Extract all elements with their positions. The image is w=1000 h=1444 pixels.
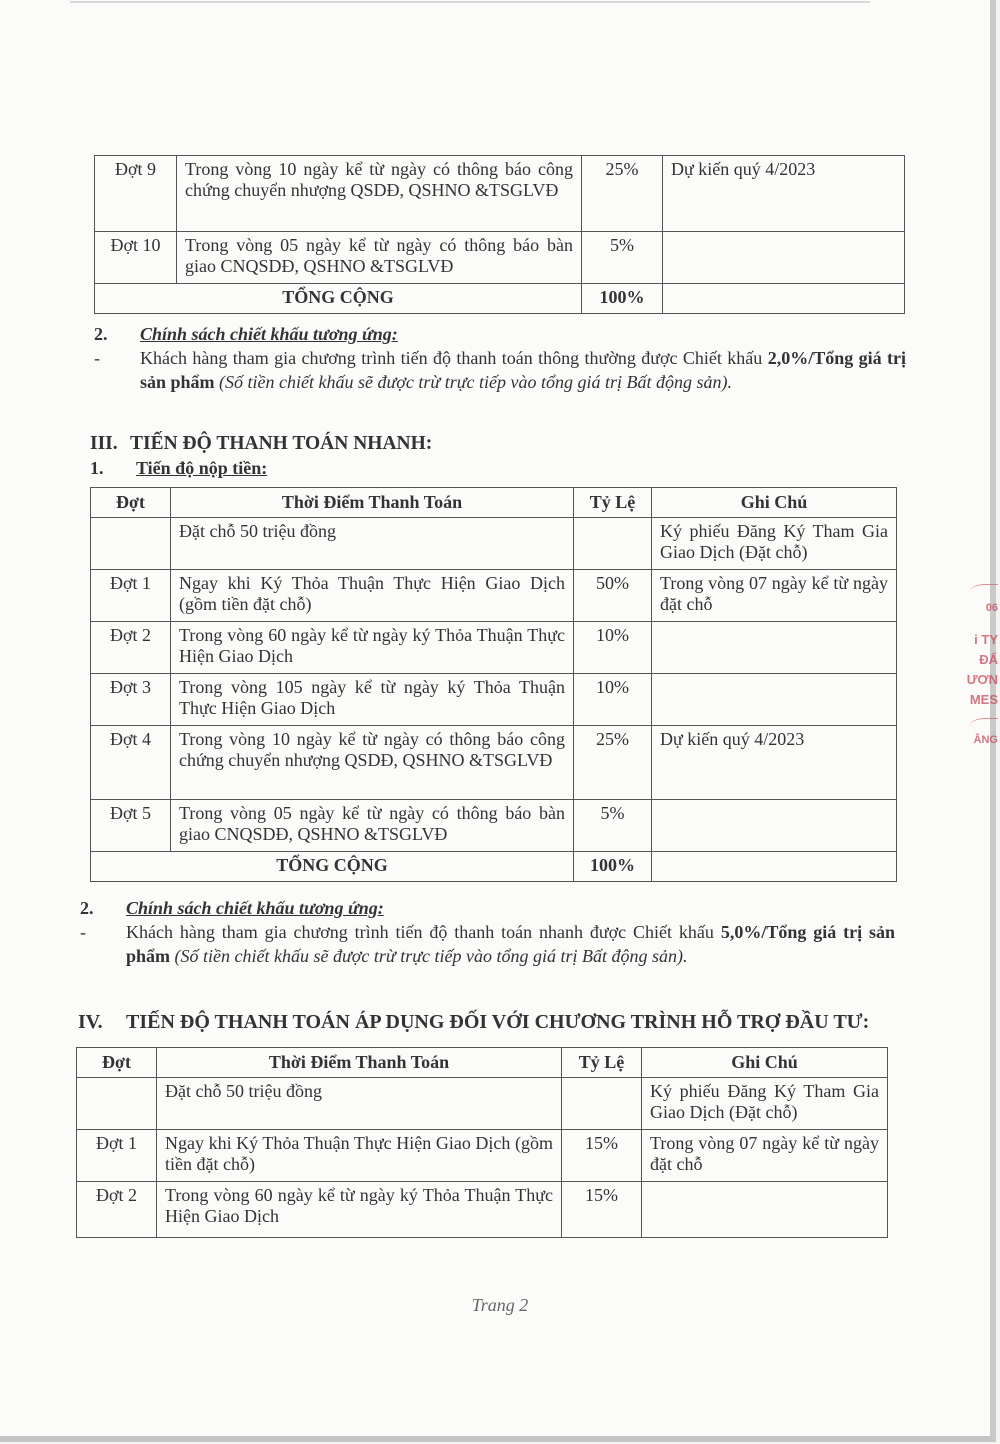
cell-rate: [562, 1078, 642, 1130]
header-note: Ghi Chú: [642, 1048, 888, 1078]
subheading-title: Chính sách chiết khấu tương ứng:: [140, 324, 398, 344]
header-dot: Đợt: [77, 1048, 157, 1078]
cell-dot: [77, 1078, 157, 1130]
page-number: Trang 2: [471, 1295, 529, 1315]
discount-paragraph: [80, 920, 895, 968]
cell-note: [663, 232, 905, 284]
cell-time: Trong vòng 60 ngày kể từ ngày ký Thỏa Thuận Thực Hiện Giao Dịch: [171, 622, 574, 674]
header-note: Ghi Chú: [652, 488, 897, 518]
cell-note: [652, 852, 897, 882]
cell-rate: 10%: [574, 622, 652, 674]
section-title-text: TIẾN ĐỘ THANH TOÁN ÁP DỤNG ĐỐI VỚI CHƯƠNG TRÌNH HỖ TRỢ ĐẦU TƯ:: [126, 1011, 870, 1033]
subheading: [90, 456, 910, 480]
stamp-arc: [970, 584, 998, 599]
cell-time: Trong vòng 105 ngày kể từ ngày ký Thỏa Thuận Thực Hiện Giao Dịch: [171, 674, 574, 726]
company-stamp-fragment: [958, 578, 998, 768]
subheading-number: 1.: [90, 458, 104, 478]
table-row: [95, 156, 905, 232]
cell-note: [663, 284, 905, 314]
table-row: [77, 1130, 888, 1182]
cell-rate: 25%: [582, 156, 663, 232]
header-rate: Tỷ Lệ: [562, 1048, 642, 1078]
subheading: [80, 896, 895, 920]
table-row: [91, 518, 897, 570]
cell-dot: Đợt 2: [91, 622, 171, 674]
header-rate: Tỷ Lệ: [574, 488, 652, 518]
cell-rate: 25%: [574, 726, 652, 800]
table-row: [91, 726, 897, 800]
section-number: IV.: [78, 1011, 103, 1033]
cell-time: Đặt chỗ 50 triệu đồng: [157, 1078, 562, 1130]
cell-rate: 5%: [582, 232, 663, 284]
stamp-text: i TY: [974, 632, 998, 647]
subheading-number: 2.: [94, 324, 108, 344]
cell-dot: [91, 518, 171, 570]
section-title: [90, 432, 910, 456]
section-iv-heading: [78, 1010, 908, 1034]
stamp-text: 06: [985, 602, 998, 614]
cell-dot: Đợt 3: [91, 674, 171, 726]
cell-time: Trong vòng 60 ngày kể từ ngày ký Thỏa Thuận Thực Hiện Giao Dịch: [157, 1182, 562, 1238]
cell-note: Trong vòng 07 ngày kể từ ngày đặt chỗ: [642, 1130, 888, 1182]
cell-dot: Đợt 1: [77, 1130, 157, 1182]
cell-time: Trong vòng 05 ngày kể từ ngày có thông báo bàn giao CNQSDĐ, QSHNO &TSGLVĐ: [177, 232, 582, 284]
fast-payment-table: [90, 487, 897, 882]
text: Khách hàng tham gia chương trình tiến độ thanh toán thông thường được Chiết khấu: [140, 348, 768, 368]
cell-time: Đặt chỗ 50 triệu đồng: [171, 518, 574, 570]
note-italic: (Số tiền chiết khấu sẽ được trừ trực tiếp vào tổng giá trị Bất động sản).: [170, 946, 688, 966]
subheading-number: 2.: [80, 898, 94, 918]
section-title: [78, 1010, 908, 1034]
total-label: TỔNG CỘNG: [95, 284, 582, 314]
note-italic: (Số tiền chiết khấu sẽ được trừ trực tiếp vào tổng giá trị Bất động sản).: [214, 372, 733, 392]
cell-dot: Đợt 4: [91, 726, 171, 800]
header-dot: Đợt: [91, 488, 171, 518]
table-header-row: [77, 1048, 888, 1078]
discount-rate: 5,0%/Tổng giá trị sản phẩm: [126, 922, 895, 966]
subheading-title: Tiến độ nộp tiền:: [136, 458, 268, 478]
table-row: [77, 1182, 888, 1238]
cell-rate: 5%: [574, 800, 652, 852]
table-row: [91, 570, 897, 622]
stamp-text: ƯƠN: [966, 672, 998, 687]
section-number: III.: [90, 433, 118, 454]
cell-dot: Đợt 1: [91, 570, 171, 622]
header-time: Thời Điểm Thanh Toán: [171, 488, 574, 518]
table-row: [91, 622, 897, 674]
stamp-text: MES: [969, 692, 998, 707]
subheading-title: Chính sách chiết khấu tương ứng:: [126, 898, 384, 918]
text: Khách hàng tham gia chương trình tiến độ thanh toán nhanh được Chiết khấu: [126, 922, 721, 942]
cell-time: Trong vòng 05 ngày kể từ ngày có thông báo bàn giao CNQSDĐ, QSHNO &TSGLVĐ: [171, 800, 574, 852]
bullet-dash: -: [94, 348, 100, 368]
cell-note: Ký phiếu Đăng Ký Tham Gia Giao Dịch (Đặt chỗ): [652, 518, 897, 570]
table-row: [91, 800, 897, 852]
cell-rate: [574, 518, 652, 570]
cell-dot: Đợt 2: [77, 1182, 157, 1238]
table-row: [91, 674, 897, 726]
cell-note: Dự kiến quý 4/2023: [663, 156, 905, 232]
table-row: [95, 232, 905, 284]
subheading: [94, 322, 906, 346]
table-total-row: [91, 852, 897, 882]
investment-support-table: [76, 1047, 888, 1238]
cell-time: Trong vòng 10 ngày kể từ ngày có thông báo công chứng chuyển nhượng QSDĐ, QSHNO &TSGLVĐ: [177, 156, 582, 232]
total-label: TỔNG CỘNG: [91, 852, 574, 882]
cell-time: Ngay khi Ký Thỏa Thuận Thực Hiện Giao Dịch (gồm tiền đặt chỗ): [171, 570, 574, 622]
cell-note: [652, 800, 897, 852]
page-edge-line: [70, 1, 870, 3]
cell-dot: Đợt 5: [91, 800, 171, 852]
cell-note: Dự kiến quý 4/2023: [652, 726, 897, 800]
discount-policy-fast: [80, 896, 895, 968]
stamp-text: ĐẤ: [979, 652, 998, 667]
cell-note: [652, 622, 897, 674]
total-rate: 100%: [574, 852, 652, 882]
cell-rate: 15%: [562, 1130, 642, 1182]
section-title-text: TIẾN ĐỘ THANH TOÁN NHANH:: [130, 433, 433, 454]
discount-policy-normal: [94, 322, 906, 394]
bullet-dash: -: [80, 922, 86, 942]
discount-rate: 2,0%/Tổng giá trị sản phẩm: [140, 348, 906, 392]
cell-note: Ký phiếu Đăng Ký Tham Gia Giao Dịch (Đặt chỗ): [642, 1078, 888, 1130]
table-total-row: [95, 284, 905, 314]
table-row: [77, 1078, 888, 1130]
cell-note: Trong vòng 07 ngày kể từ ngày đặt chỗ: [652, 570, 897, 622]
stamp-text: ĂNG: [973, 734, 998, 746]
cell-note: [642, 1182, 888, 1238]
discount-paragraph: [94, 346, 906, 394]
cell-rate: 50%: [574, 570, 652, 622]
payment-table-continued: [94, 155, 905, 314]
cell-rate: 15%: [562, 1182, 642, 1238]
cell-dot: Đợt 9: [95, 156, 177, 232]
header-time: Thời Điểm Thanh Toán: [157, 1048, 562, 1078]
section-iii-heading: [90, 432, 910, 480]
cell-rate: 10%: [574, 674, 652, 726]
cell-time: Ngay khi Ký Thỏa Thuận Thực Hiện Giao Dịch (gồm tiền đặt chỗ): [157, 1130, 562, 1182]
cell-note: [652, 674, 897, 726]
cell-dot: Đợt 10: [95, 232, 177, 284]
table-header-row: [91, 488, 897, 518]
cell-time: Trong vòng 10 ngày kể từ ngày có thông báo công chứng chuyển nhượng QSDĐ, QSHNO &TSGLVĐ: [171, 726, 574, 800]
total-rate: 100%: [582, 284, 663, 314]
